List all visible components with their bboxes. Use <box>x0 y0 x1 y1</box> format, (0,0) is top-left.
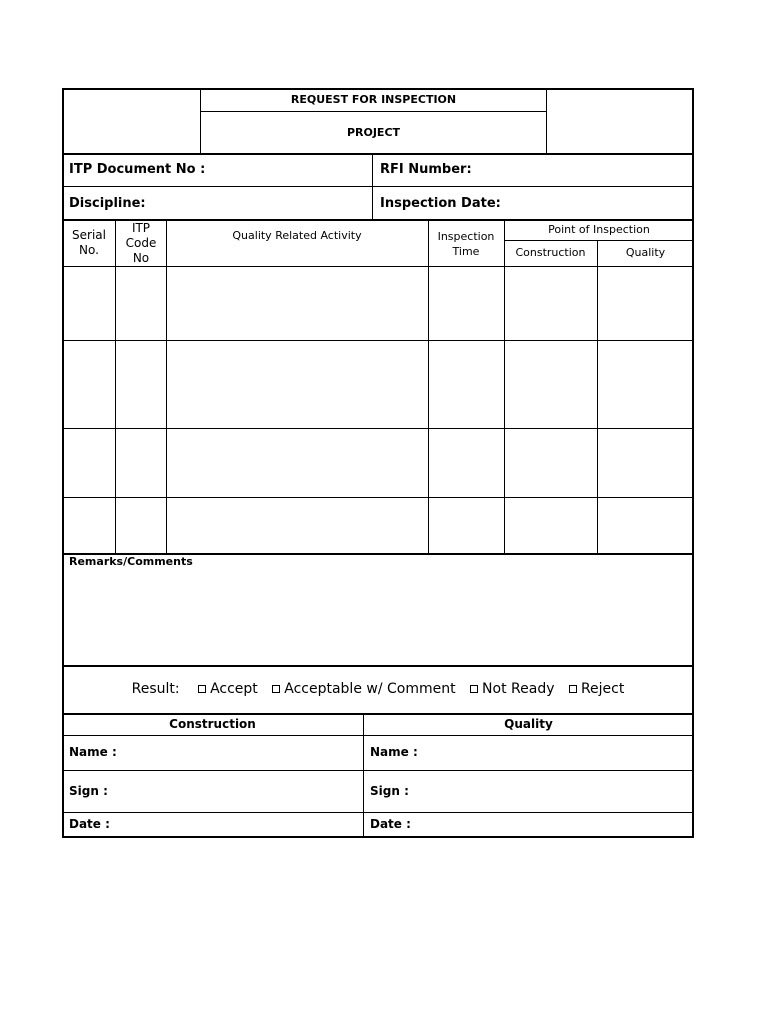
col-line-2 <box>166 219 167 553</box>
col-header-construction: Construction <box>515 246 586 259</box>
discipline-label: Discipline: <box>69 196 146 211</box>
quality-date-label: Date : <box>370 817 411 831</box>
quality-sign-label: Sign : <box>370 784 409 798</box>
header-logo-box-left <box>62 88 201 155</box>
result-option-reject[interactable]: Reject <box>569 681 624 697</box>
col-header-activity: Quality Related Activity <box>232 229 362 242</box>
table-top-line <box>62 219 694 220</box>
col-header-quality: Quality <box>625 246 666 259</box>
construction-date-label: Date : <box>69 817 110 831</box>
signoff-row-line <box>62 735 694 736</box>
signoff-divider <box>363 713 364 837</box>
result-option-accept[interactable]: Accept <box>198 681 262 697</box>
signoff-row-line <box>62 812 694 813</box>
info-divider-vertical-2 <box>372 186 373 220</box>
checkbox-icon[interactable] <box>569 685 577 693</box>
quality-name-label: Name : <box>370 745 418 759</box>
construction-sign-label: Sign : <box>69 784 108 798</box>
remarks-label: Remarks/Comments <box>69 555 193 568</box>
result-row <box>62 681 694 697</box>
inspection-date-label: Inspection Date: <box>380 196 501 211</box>
table-row-line <box>62 497 694 498</box>
checkbox-icon[interactable] <box>272 685 280 693</box>
table-row-line <box>62 428 694 429</box>
info-divider-horizontal <box>62 186 694 187</box>
result-option-not-ready[interactable]: Not Ready <box>470 681 559 697</box>
point-of-inspection-divider <box>504 240 694 241</box>
itp-document-no-label: ITP Document No : <box>69 162 206 177</box>
col-line-5 <box>597 240 598 553</box>
rfi-number-label: RFI Number: <box>380 162 472 177</box>
col-line-1 <box>115 219 116 553</box>
signoff-quality-header: Quality <box>504 717 553 731</box>
result-label: Result: <box>131 681 180 697</box>
form-title: REQUEST FOR INSPECTION <box>290 93 457 106</box>
activity-table <box>62 219 694 555</box>
signoff-construction-header: Construction <box>169 717 256 731</box>
checkbox-icon[interactable] <box>198 685 206 693</box>
col-header-itp-code: ITP Code No <box>125 221 157 265</box>
table-row-line <box>62 340 694 341</box>
col-header-inspection-time: Inspection Time <box>437 230 495 258</box>
col-header-point-of-inspection: Point of Inspection <box>548 223 650 236</box>
col-line-3 <box>428 219 429 553</box>
col-line-4 <box>504 219 505 553</box>
signoff-row-line <box>62 770 694 771</box>
info-divider-vertical <box>372 153 373 187</box>
remarks-box <box>62 553 694 667</box>
project-label: PROJECT <box>346 126 401 139</box>
checkbox-icon[interactable] <box>470 685 478 693</box>
col-header-serial: Serial No. <box>72 228 106 257</box>
result-option-acceptable-with-comment[interactable]: Acceptable w/ Comment <box>272 681 460 697</box>
construction-name-label: Name : <box>69 745 117 759</box>
header-logo-box-right <box>546 88 694 155</box>
table-header-bottom <box>62 266 694 267</box>
